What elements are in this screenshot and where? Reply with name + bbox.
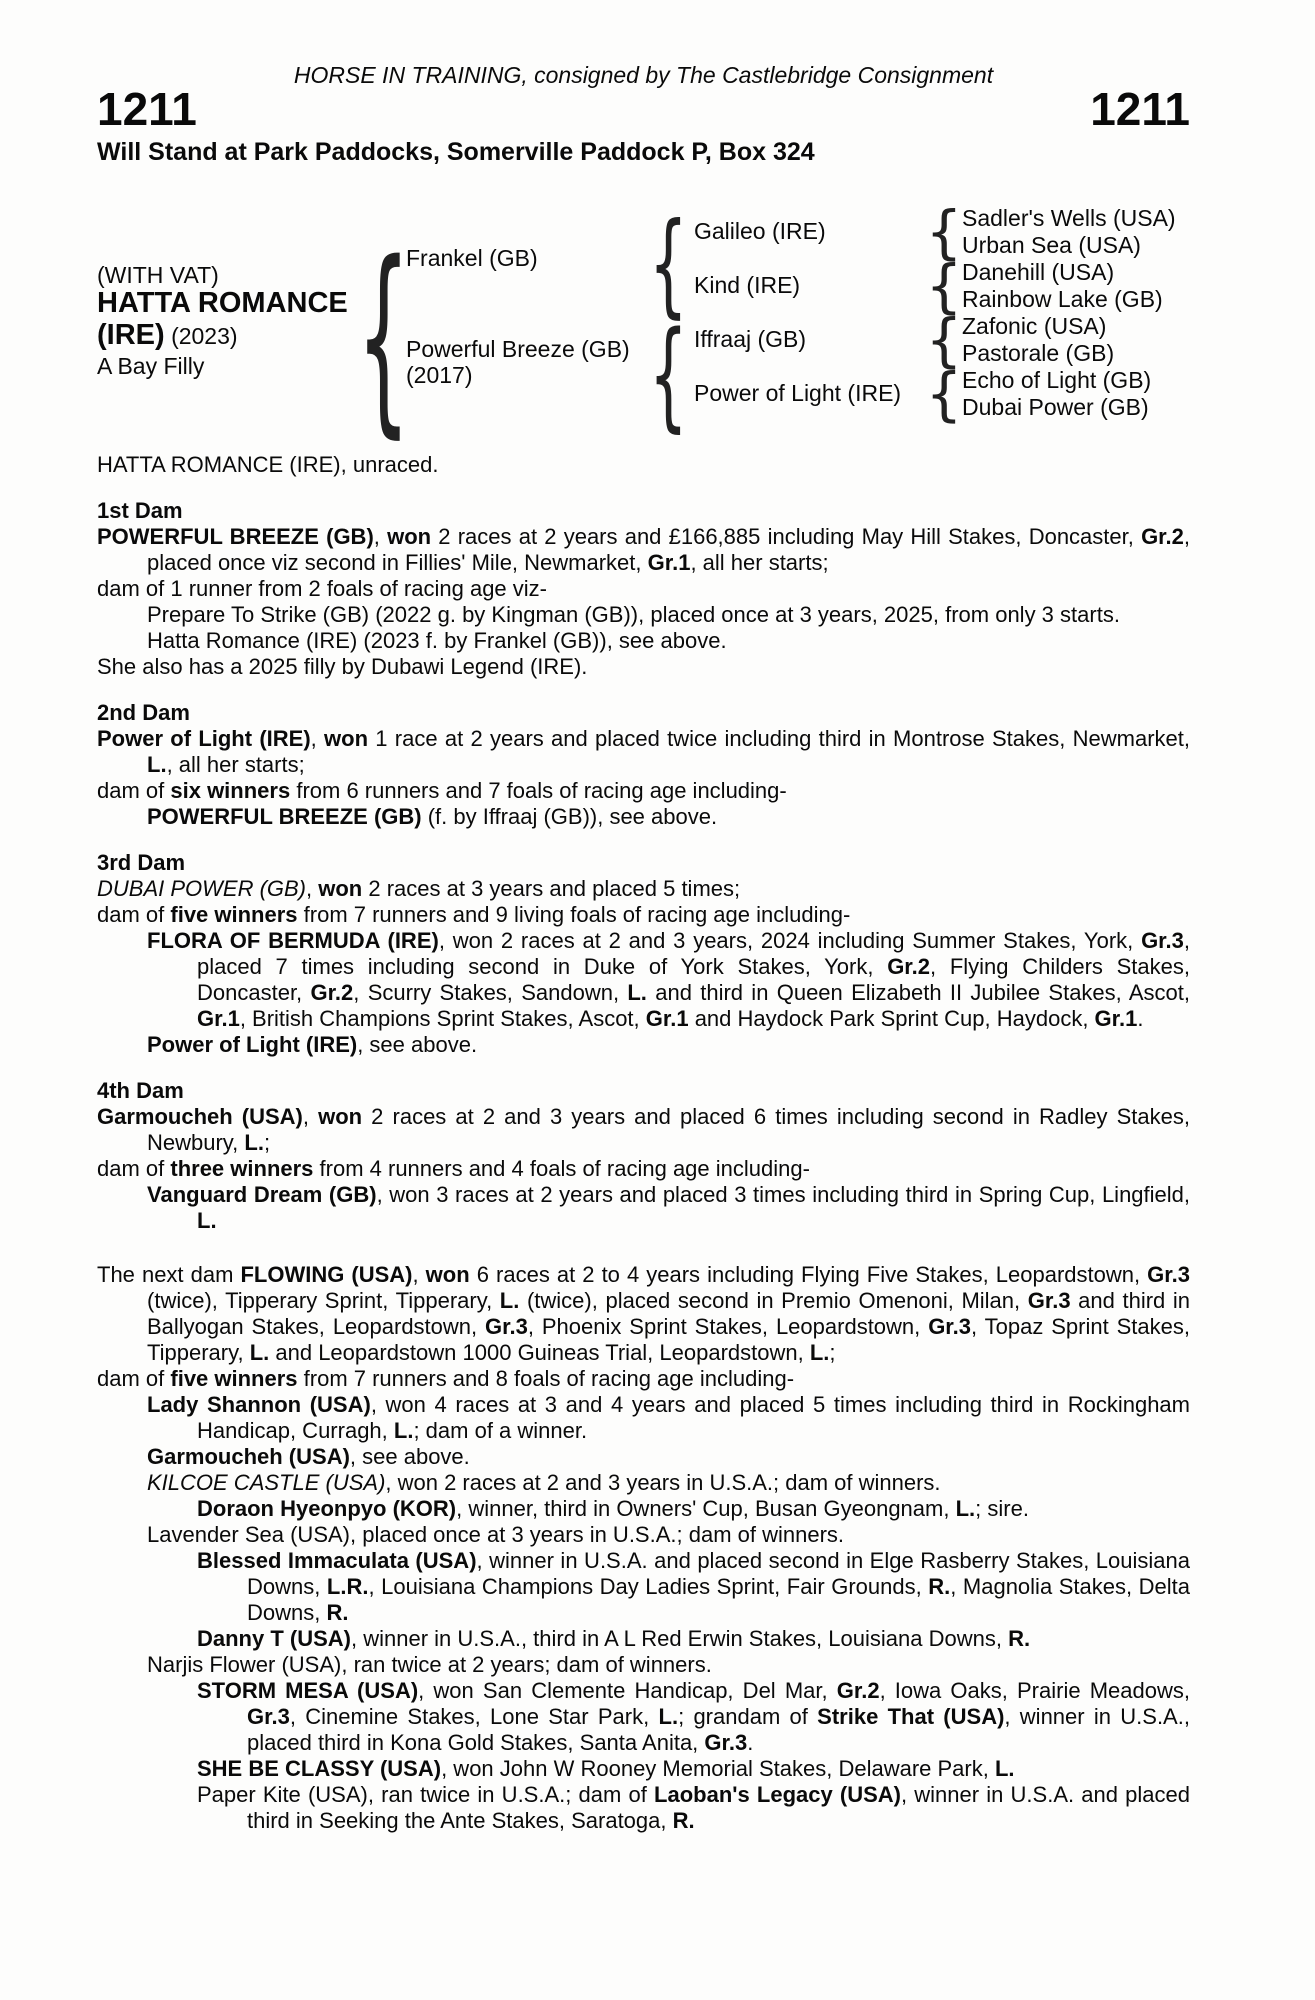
- progeny-record: Blessed Immaculata (USA), winner in U.S.A. and placed second in Elge Rasberry Stakes, Louisiana Downs, L.R., Louisiana Champions Day Ladies Sprint, Fair Grounds, R., Magnolia Stakes, Delta Downs, R.: [197, 1548, 1190, 1625]
- ancestor-name: Dubai Power (GB): [962, 394, 1149, 420]
- progeny-record: Narjis Flower (USA), ran twice at 2 years; dam of winners.: [147, 1652, 712, 1677]
- horse-name: HATTA ROMANCE: [97, 287, 348, 319]
- progeny-record: FLORA OF BERMUDA (IRE), won 2 races at 2 and 3 years, 2024 including Summer Stakes, York, Gr.3, placed 7 times including second in Duke of York Stakes, York, Gr.2, Flying Childers Stakes, Doncaster, Gr.2, Scurry Stakes, Sandown, L. and third in Queen Elizabeth II Jubilee Stakes, Ascot, Gr.1, British Champions Sprint Stakes, Ascot, Gr.1 and Haydock Park Sprint Cup, Haydock, Gr.1.: [147, 928, 1190, 1031]
- dam-year: (2017): [406, 362, 473, 388]
- ancestor-name: Pastorale (GB): [962, 340, 1115, 366]
- progeny-record: Hatta Romance (IRE) (2023 f. by Frankel (GB)), see above.: [147, 628, 727, 653]
- section-header: 2nd Dam: [97, 700, 190, 725]
- progeny-record: Lavender Sea (USA), placed once at 3 years in U.S.A.; dam of winners.: [147, 1522, 845, 1547]
- lot-number-right: 1211: [1090, 83, 1190, 135]
- produce-summary: dam of five winners from 7 runners and 8 foals of racing age including-: [97, 1366, 795, 1391]
- progeny-record: Garmoucheh (USA), see above.: [147, 1444, 470, 1469]
- sire-name: Frankel (GB): [406, 245, 538, 271]
- produce-summary: dam of six winners from 6 runners and 7 foals of racing age including-: [97, 778, 787, 803]
- dam-record: Garmoucheh (USA), won 2 races at 2 and 3 years and placed 6 times including second in Radley Stakes, Newbury, L.;: [97, 1104, 1190, 1155]
- produce-note: She also has a 2025 filly by Dubawi Legend (IRE).: [97, 654, 588, 679]
- catalog-body: [97, 452, 1190, 1834]
- ancestor-name: Sadler's Wells (USA): [962, 205, 1176, 231]
- grandparent-name: Galileo (IRE): [694, 218, 826, 244]
- produce-summary: dam of 1 runner from 2 foals of racing age viz-: [97, 576, 547, 601]
- dam-record: The next dam FLOWING (USA), won 6 races at 2 to 4 years including Flying Five Stakes, Leopardstown, Gr.3 (twice), Tipperary Sprint, Tipperary, L. (twice), placed second in Premio Omenoni, Milan, Gr.3 and third in Ballyogan Stakes, Leopardstown, Gr.3, Phoenix Sprint Stakes, Leopardstown, Gr.3, Topaz Sprint Stakes, Tipperary, L. and Leopardstown 1000 Guineas Trial, Leopardstown, L.;: [97, 1262, 1191, 1365]
- horse-description: A Bay Filly: [97, 353, 205, 379]
- dam-record: POWERFUL BREEZE (GB), won 2 races at 2 years and £166,885 including May Hill Stakes, Doncaster, Gr.2, placed once viz second in Fillies' Mile, Newmarket, Gr.1, all her starts;: [97, 524, 1190, 575]
- progeny-record: Vanguard Dream (GB), won 3 races at 2 years and placed 3 times including third in Spring Cup, Lingfield, L.: [147, 1182, 1191, 1233]
- progeny-record: Danny T (USA), winner in U.S.A., third in A L Red Erwin Stakes, Louisiana Downs, R.: [197, 1626, 1031, 1651]
- dam-name: Powerful Breeze (GB): [406, 336, 630, 362]
- progeny-record: Paper Kite (USA), ran twice in U.S.A.; dam of Laoban's Legacy (USA), winner in U.S.A. and placed third in Seeking the Ante Stakes, Saratoga, R.: [197, 1782, 1190, 1833]
- consignment-title: HORSE IN TRAINING, consigned by The Castlebridge Consignment: [293, 62, 994, 88]
- section-header: 3rd Dam: [97, 850, 186, 875]
- produce-summary: dam of three winners from 4 runners and 4 foals of racing age including-: [97, 1156, 810, 1181]
- grandparent-name: Iffraaj (GB): [694, 326, 807, 352]
- progeny-record: SHE BE CLASSY (USA), won John W Rooney Memorial Stakes, Delaware Park, L.: [197, 1756, 1015, 1781]
- stand-location: Will Stand at Park Paddocks, Somerville Paddock P, Box 324: [97, 138, 815, 166]
- unraced-note: HATTA ROMANCE (IRE), unraced.: [97, 452, 439, 477]
- progeny-record: POWERFUL BREEZE (GB) (f. by Iffraaj (GB)), see above.: [147, 804, 718, 829]
- progeny-record: KILCOE CASTLE (USA), won 2 races at 2 and 3 years in U.S.A.; dam of winners.: [147, 1470, 941, 1495]
- pedigree-brace-main: {: [356, 218, 410, 456]
- ancestor-name: Rainbow Lake (GB): [962, 286, 1163, 312]
- pedigree-brace-pair: {: [925, 197, 963, 266]
- ancestor-name: Echo of Light (GB): [962, 367, 1152, 393]
- pedigree-brace-pair: {: [925, 305, 963, 374]
- section-header: 1st Dam: [97, 498, 183, 523]
- horse-suffix-year: [97, 320, 238, 350]
- produce-summary: dam of five winners from 7 runners and 9 living foals of racing age including-: [97, 902, 851, 927]
- ancestor-name: Urban Sea (USA): [962, 232, 1141, 258]
- vat-note: (WITH VAT): [97, 262, 219, 288]
- ancestor-name: Danehill (USA): [962, 259, 1115, 285]
- lot-number-left: 1211: [97, 83, 197, 135]
- pedigree-brace-pair: {: [925, 251, 963, 320]
- pedigree-brace-dam: {: [648, 307, 688, 445]
- pedigree-brace-pair: {: [925, 359, 963, 428]
- pedigree-brace-sire: {: [648, 200, 688, 330]
- section-header: 4th Dam: [97, 1078, 184, 1103]
- progeny-record: Lady Shannon (USA), won 4 races at 3 and 4 years and placed 5 times including third in Rockingham Handicap, Curragh, L.; dam of a winner.: [147, 1392, 1190, 1443]
- progeny-record: Power of Light (IRE), see above.: [147, 1032, 478, 1057]
- progeny-record: Doraon Hyeonpyo (KOR), winner, third in Owners' Cup, Busan Gyeongnam, L.; sire.: [197, 1496, 1029, 1521]
- progeny-record: Prepare To Strike (GB) (2022 g. by Kingman (GB)), placed once at 3 years, 2025, from only 3 starts.: [147, 602, 1120, 627]
- horse-foal-year: (2023): [171, 323, 238, 349]
- pedigree-tree: [97, 170, 1207, 456]
- horse-country-suffix: (IRE): [97, 319, 165, 351]
- progeny-record: STORM MESA (USA), won San Clemente Handicap, Del Mar, Gr.2, Iowa Oaks, Prairie Meadows, Gr.3, Cinemine Stakes, Lone Star Park, L.; grandam of Strike That (USA), winner in U.S.A., placed third in Kona Gold Stakes, Santa Anita, Gr.3.: [197, 1678, 1190, 1755]
- grandparent-name: Power of Light (IRE): [694, 380, 902, 406]
- dam-record: DUBAI POWER (GB), won 2 races at 3 years and placed 5 times;: [97, 876, 741, 901]
- grandparent-name: Kind (IRE): [694, 272, 801, 298]
- dam-record: Power of Light (IRE), won 1 race at 2 years and placed twice including third in Montrose Stakes, Newmarket, L., all her starts;: [97, 726, 1190, 777]
- ancestor-name: Zafonic (USA): [962, 313, 1107, 339]
